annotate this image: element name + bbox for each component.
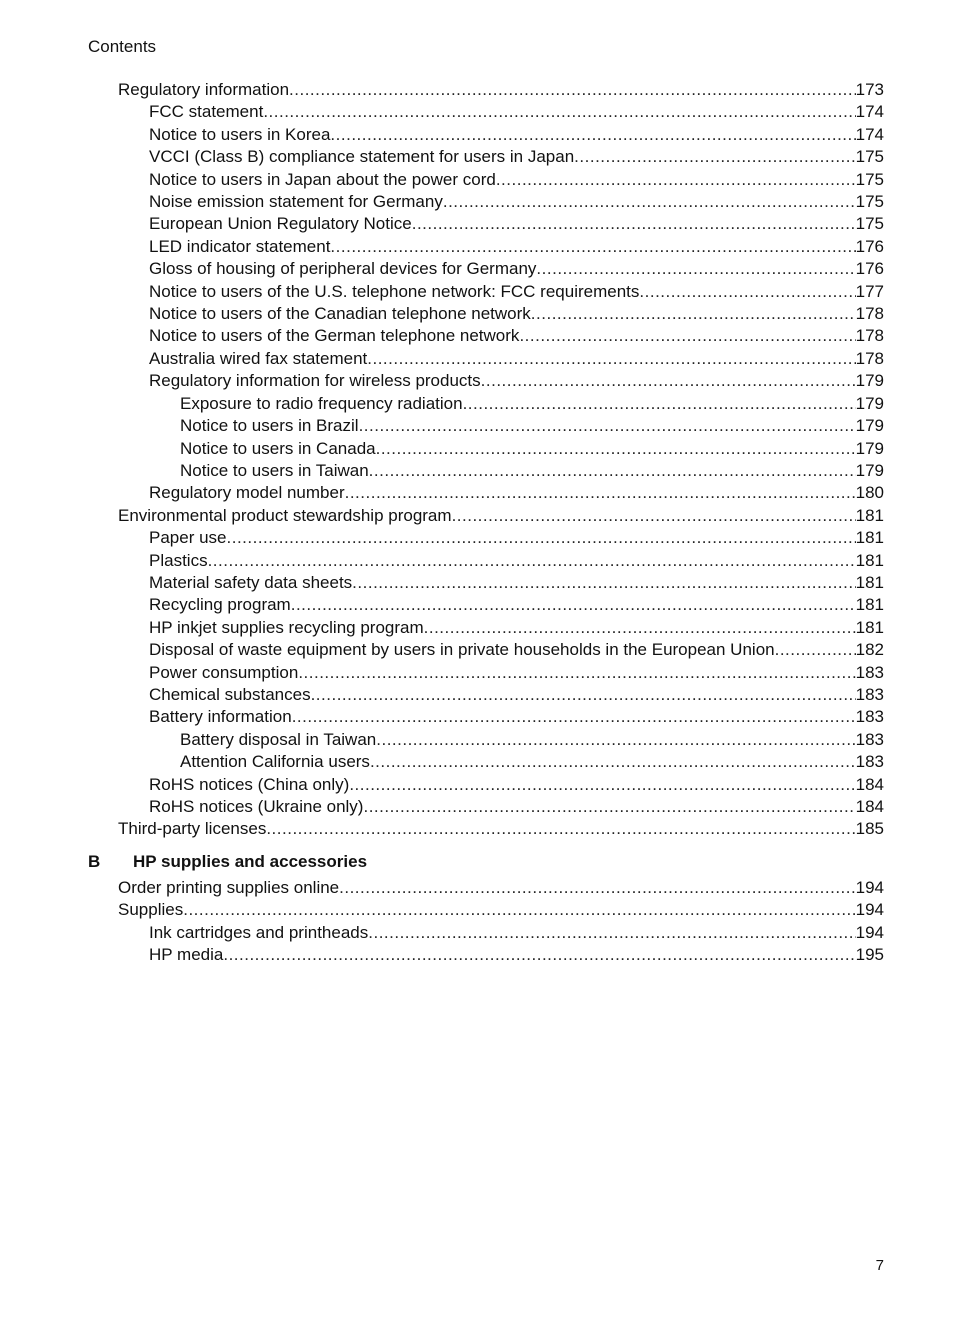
toc-entry-link[interactable] (118, 505, 884, 527)
appendix-b-heading[interactable] (0, 847, 954, 877)
toc-entry-title: Regulatory information (118, 80, 290, 99)
toc-entry-page: 194 (855, 877, 884, 897)
dot-leader (359, 415, 856, 437)
dot-leader (208, 550, 856, 572)
toc-entry-title: RoHS notices (Ukraine only) (149, 797, 364, 816)
toc-row (0, 348, 954, 370)
toc-entry-page: 195 (855, 945, 884, 965)
toc-entry-title: Material safety data sheets (149, 572, 353, 592)
toc-entry-title: Australia wired fax statement (149, 348, 368, 368)
toc-entry-title: Notice to users of the Canadian telephone network (149, 304, 531, 324)
toc-entry-title: FCC statement (149, 102, 264, 122)
dot-leader (463, 393, 856, 415)
toc-entry-link[interactable] (149, 303, 884, 325)
appendix-title: HP supplies and accessories (133, 851, 368, 871)
toc-row (0, 370, 954, 392)
toc-entry-page: 179 (855, 371, 884, 391)
dot-leader (412, 213, 856, 235)
toc-entry-link[interactable] (149, 550, 884, 572)
dot-leader (289, 79, 856, 101)
toc-row (0, 325, 954, 347)
toc-entry-title: HP inkjet supplies recycling program (149, 617, 424, 637)
toc-row (0, 527, 954, 549)
toc-entry-title: Notice to users in Brazil (180, 416, 359, 436)
toc-entry-title: Battery information (149, 707, 292, 727)
toc-row (0, 146, 954, 168)
dot-leader (376, 438, 856, 460)
dot-leader (443, 191, 856, 213)
dot-leader (183, 899, 855, 921)
toc-entry-title: Recycling program (149, 595, 291, 615)
toc-entry-page: 183 (855, 662, 884, 682)
dot-leader (227, 527, 856, 549)
toc-row (0, 438, 954, 460)
toc-row (0, 617, 954, 639)
toc-entry-page: 174 (855, 124, 884, 144)
toc-row (0, 79, 954, 101)
toc-entry-page: 179 (855, 416, 884, 436)
toc-entry-title: Notice to users in Japan about the power cord (149, 169, 496, 189)
toc-row (0, 505, 954, 527)
toc-row (0, 236, 954, 258)
toc-entry-page: 173 (855, 80, 884, 99)
toc-entry-title: Plastics (149, 550, 208, 570)
toc-entry-title: Paper use (149, 528, 227, 548)
toc-entry-title: Gloss of housing of peripheral devices for Germany (149, 259, 537, 279)
toc-entry-link[interactable] (118, 79, 884, 101)
toc-entry-title: Third-party licenses (118, 819, 267, 839)
toc-entry-page: 183 (855, 707, 884, 727)
dot-leader (367, 348, 855, 370)
toc-row (0, 594, 954, 616)
toc-row (0, 572, 954, 594)
toc-entry-title: Ink cartridges and printheads (149, 922, 369, 942)
toc-entry-page: 179 (855, 393, 884, 413)
toc-row (0, 796, 954, 818)
toc-entry-link[interactable] (149, 922, 884, 944)
toc-entry-link[interactable] (180, 460, 884, 482)
toc-entry-page: 176 (855, 259, 884, 279)
dot-leader (370, 751, 856, 773)
toc-entry-link[interactable] (118, 818, 884, 840)
toc-entry-page: 178 (855, 348, 884, 368)
toc-group-appendix-a (0, 79, 954, 841)
toc-entry-page: 176 (855, 236, 884, 256)
dot-leader (330, 124, 855, 146)
toc-entry-title: European Union Regulatory Notice (149, 214, 412, 234)
toc-entry-title: Order printing supplies online (118, 877, 340, 897)
dot-leader (223, 944, 855, 966)
dot-leader (531, 303, 856, 325)
dot-leader (574, 146, 855, 168)
toc-entry-page: 182 (855, 640, 884, 660)
toc-entry-link[interactable] (118, 899, 884, 921)
toc-group-appendix-b (0, 877, 954, 967)
toc-entry-page: 181 (855, 528, 884, 548)
dot-leader (352, 572, 855, 594)
toc-row (0, 639, 954, 661)
toc-entry-page: 194 (855, 900, 884, 920)
toc-entry-title: Disposal of waste equipment by users in private households in the European Union (149, 640, 775, 660)
toc-entry-link[interactable] (149, 594, 884, 616)
table-of-contents (0, 79, 954, 966)
dot-leader (291, 594, 856, 616)
dot-leader (496, 169, 856, 191)
toc-entry-link[interactable] (180, 438, 884, 460)
toc-entry-page: 175 (855, 169, 884, 189)
dot-leader (349, 774, 855, 796)
toc-row (0, 922, 954, 944)
toc-row (0, 124, 954, 146)
toc-entry-title: Notice to users of the German telephone network (149, 326, 520, 346)
dot-leader (452, 505, 856, 527)
toc-entry-page: 185 (855, 819, 884, 839)
dot-leader (311, 684, 856, 706)
toc-row (0, 899, 954, 921)
toc-entry-title: Power consumption (149, 662, 299, 682)
appendix-letter: B (88, 851, 101, 871)
toc-row (0, 415, 954, 437)
dot-leader (330, 236, 855, 258)
toc-entry-page: 179 (855, 460, 884, 480)
toc-row (0, 213, 954, 235)
toc-row (0, 662, 954, 684)
toc-entry-link[interactable] (180, 415, 884, 437)
toc-entry-page: 194 (855, 922, 884, 942)
dot-leader (639, 281, 855, 303)
toc-entry-link[interactable] (149, 662, 884, 684)
toc-entry-title: RoHS notices (China only) (149, 774, 350, 794)
dot-leader (368, 922, 855, 944)
toc-row (0, 258, 954, 280)
toc-entry-link[interactable] (149, 774, 884, 796)
dot-leader (519, 325, 855, 347)
toc-entry-page: 181 (855, 505, 884, 525)
toc-entry-link[interactable] (149, 684, 884, 706)
toc-entry-title: Regulatory information for wireless products (149, 371, 481, 391)
toc-entry-link[interactable] (149, 281, 884, 303)
toc-entry-page: 178 (855, 304, 884, 324)
toc-row (0, 550, 954, 572)
toc-entry-page: 184 (855, 774, 884, 794)
dot-leader (298, 662, 855, 684)
toc-entry-title: Supplies (118, 900, 184, 920)
toc-entry-title: Notice to users of the U.S. telephone network: FCC requirements (149, 281, 640, 301)
toc-entry-page: 180 (855, 483, 884, 503)
toc-entry-link[interactable] (149, 639, 884, 661)
toc-entry-link[interactable] (149, 796, 884, 818)
running-header: Contents (88, 37, 157, 56)
toc-entry-page: 177 (855, 281, 884, 301)
dot-leader (369, 460, 856, 482)
toc-row (0, 482, 954, 504)
toc-entry-page: 183 (855, 684, 884, 704)
toc-entry-title: Attention California users (180, 752, 370, 772)
toc-entry-link[interactable] (149, 348, 884, 370)
toc-row (0, 751, 954, 773)
toc-entry-page: 183 (855, 729, 884, 749)
dot-leader (775, 639, 856, 661)
toc-entry-link[interactable] (118, 877, 884, 899)
toc-entry-page: 174 (855, 102, 884, 122)
toc-entry-link[interactable] (149, 101, 884, 123)
toc-entry-page: 181 (855, 550, 884, 570)
toc-row (0, 684, 954, 706)
dot-leader (481, 370, 856, 392)
toc-entry-link[interactable] (149, 236, 884, 258)
toc-entry-title: Chemical substances (149, 684, 311, 704)
toc-entry-link[interactable] (149, 213, 884, 235)
toc-row (0, 944, 954, 966)
dot-leader (345, 482, 856, 504)
toc-entry-page: 184 (855, 797, 884, 816)
toc-entry-page: 179 (855, 438, 884, 458)
toc-entry-link[interactable] (149, 146, 884, 168)
dot-leader (339, 877, 856, 899)
toc-entry-link[interactable] (149, 706, 884, 728)
dot-leader (376, 729, 855, 751)
toc-entry-link[interactable] (149, 572, 884, 594)
toc-row (0, 877, 954, 899)
toc-row (0, 281, 954, 303)
toc-entry-page: 175 (855, 147, 884, 167)
toc-entry-title: VCCI (Class B) compliance statement for users in Japan (149, 147, 575, 167)
toc-row (0, 460, 954, 482)
toc-row (0, 706, 954, 728)
toc-entry-title: Notice to users in Taiwan (180, 460, 369, 480)
toc-entry-title: Regulatory model number (149, 483, 345, 503)
toc-entry-link[interactable] (149, 527, 884, 549)
toc-entry-page: 178 (855, 326, 884, 346)
toc-entry-page: 181 (855, 595, 884, 615)
toc-row (0, 818, 954, 840)
dot-leader (424, 617, 856, 639)
toc-entry-link[interactable] (149, 325, 884, 347)
toc-row (0, 393, 954, 415)
toc-entry-page: 183 (855, 752, 884, 772)
toc-entry-title: Notice to users in Canada (180, 438, 376, 458)
toc-entry-title: Exposure to radio frequency radiation (180, 393, 463, 413)
toc-entry-link[interactable] (149, 258, 884, 280)
toc-entry-link[interactable] (149, 191, 884, 213)
page-number: 7 (875, 1257, 884, 1274)
toc-entry-link[interactable] (149, 617, 884, 639)
toc-entry-title: Notice to users in Korea (149, 124, 331, 144)
toc-row (0, 101, 954, 123)
toc-row (0, 303, 954, 325)
toc-row (0, 774, 954, 796)
toc-entry-page: 181 (855, 617, 884, 637)
toc-entry-link[interactable] (149, 482, 884, 504)
toc-row (0, 729, 954, 751)
toc-entry-title: Battery disposal in Taiwan (180, 729, 377, 749)
toc-entry-title: HP media (149, 945, 224, 965)
toc-entry-page: 175 (855, 214, 884, 234)
toc-entry-title: LED indicator statement (149, 236, 331, 256)
dot-leader (536, 258, 855, 280)
dot-leader (292, 706, 856, 728)
dot-leader (263, 101, 855, 123)
toc-entry-link[interactable] (149, 169, 884, 191)
toc-entry-link[interactable] (149, 124, 884, 146)
toc-entry-page: 181 (855, 572, 884, 592)
toc-entry-title: Environmental product stewardship program (118, 505, 452, 525)
toc-row (0, 191, 954, 213)
toc-entry-link[interactable] (149, 370, 884, 392)
toc-entry-link[interactable] (180, 751, 884, 773)
dot-leader (363, 796, 855, 818)
toc-entry-title: Noise emission statement for Germany (149, 192, 443, 212)
toc-row (0, 169, 954, 191)
toc-entry-page: 175 (855, 192, 884, 212)
dot-leader (266, 818, 855, 840)
toc-entry-link[interactable] (180, 729, 884, 751)
toc-entry-link[interactable] (149, 944, 884, 966)
toc-entry-link[interactable] (180, 393, 884, 415)
